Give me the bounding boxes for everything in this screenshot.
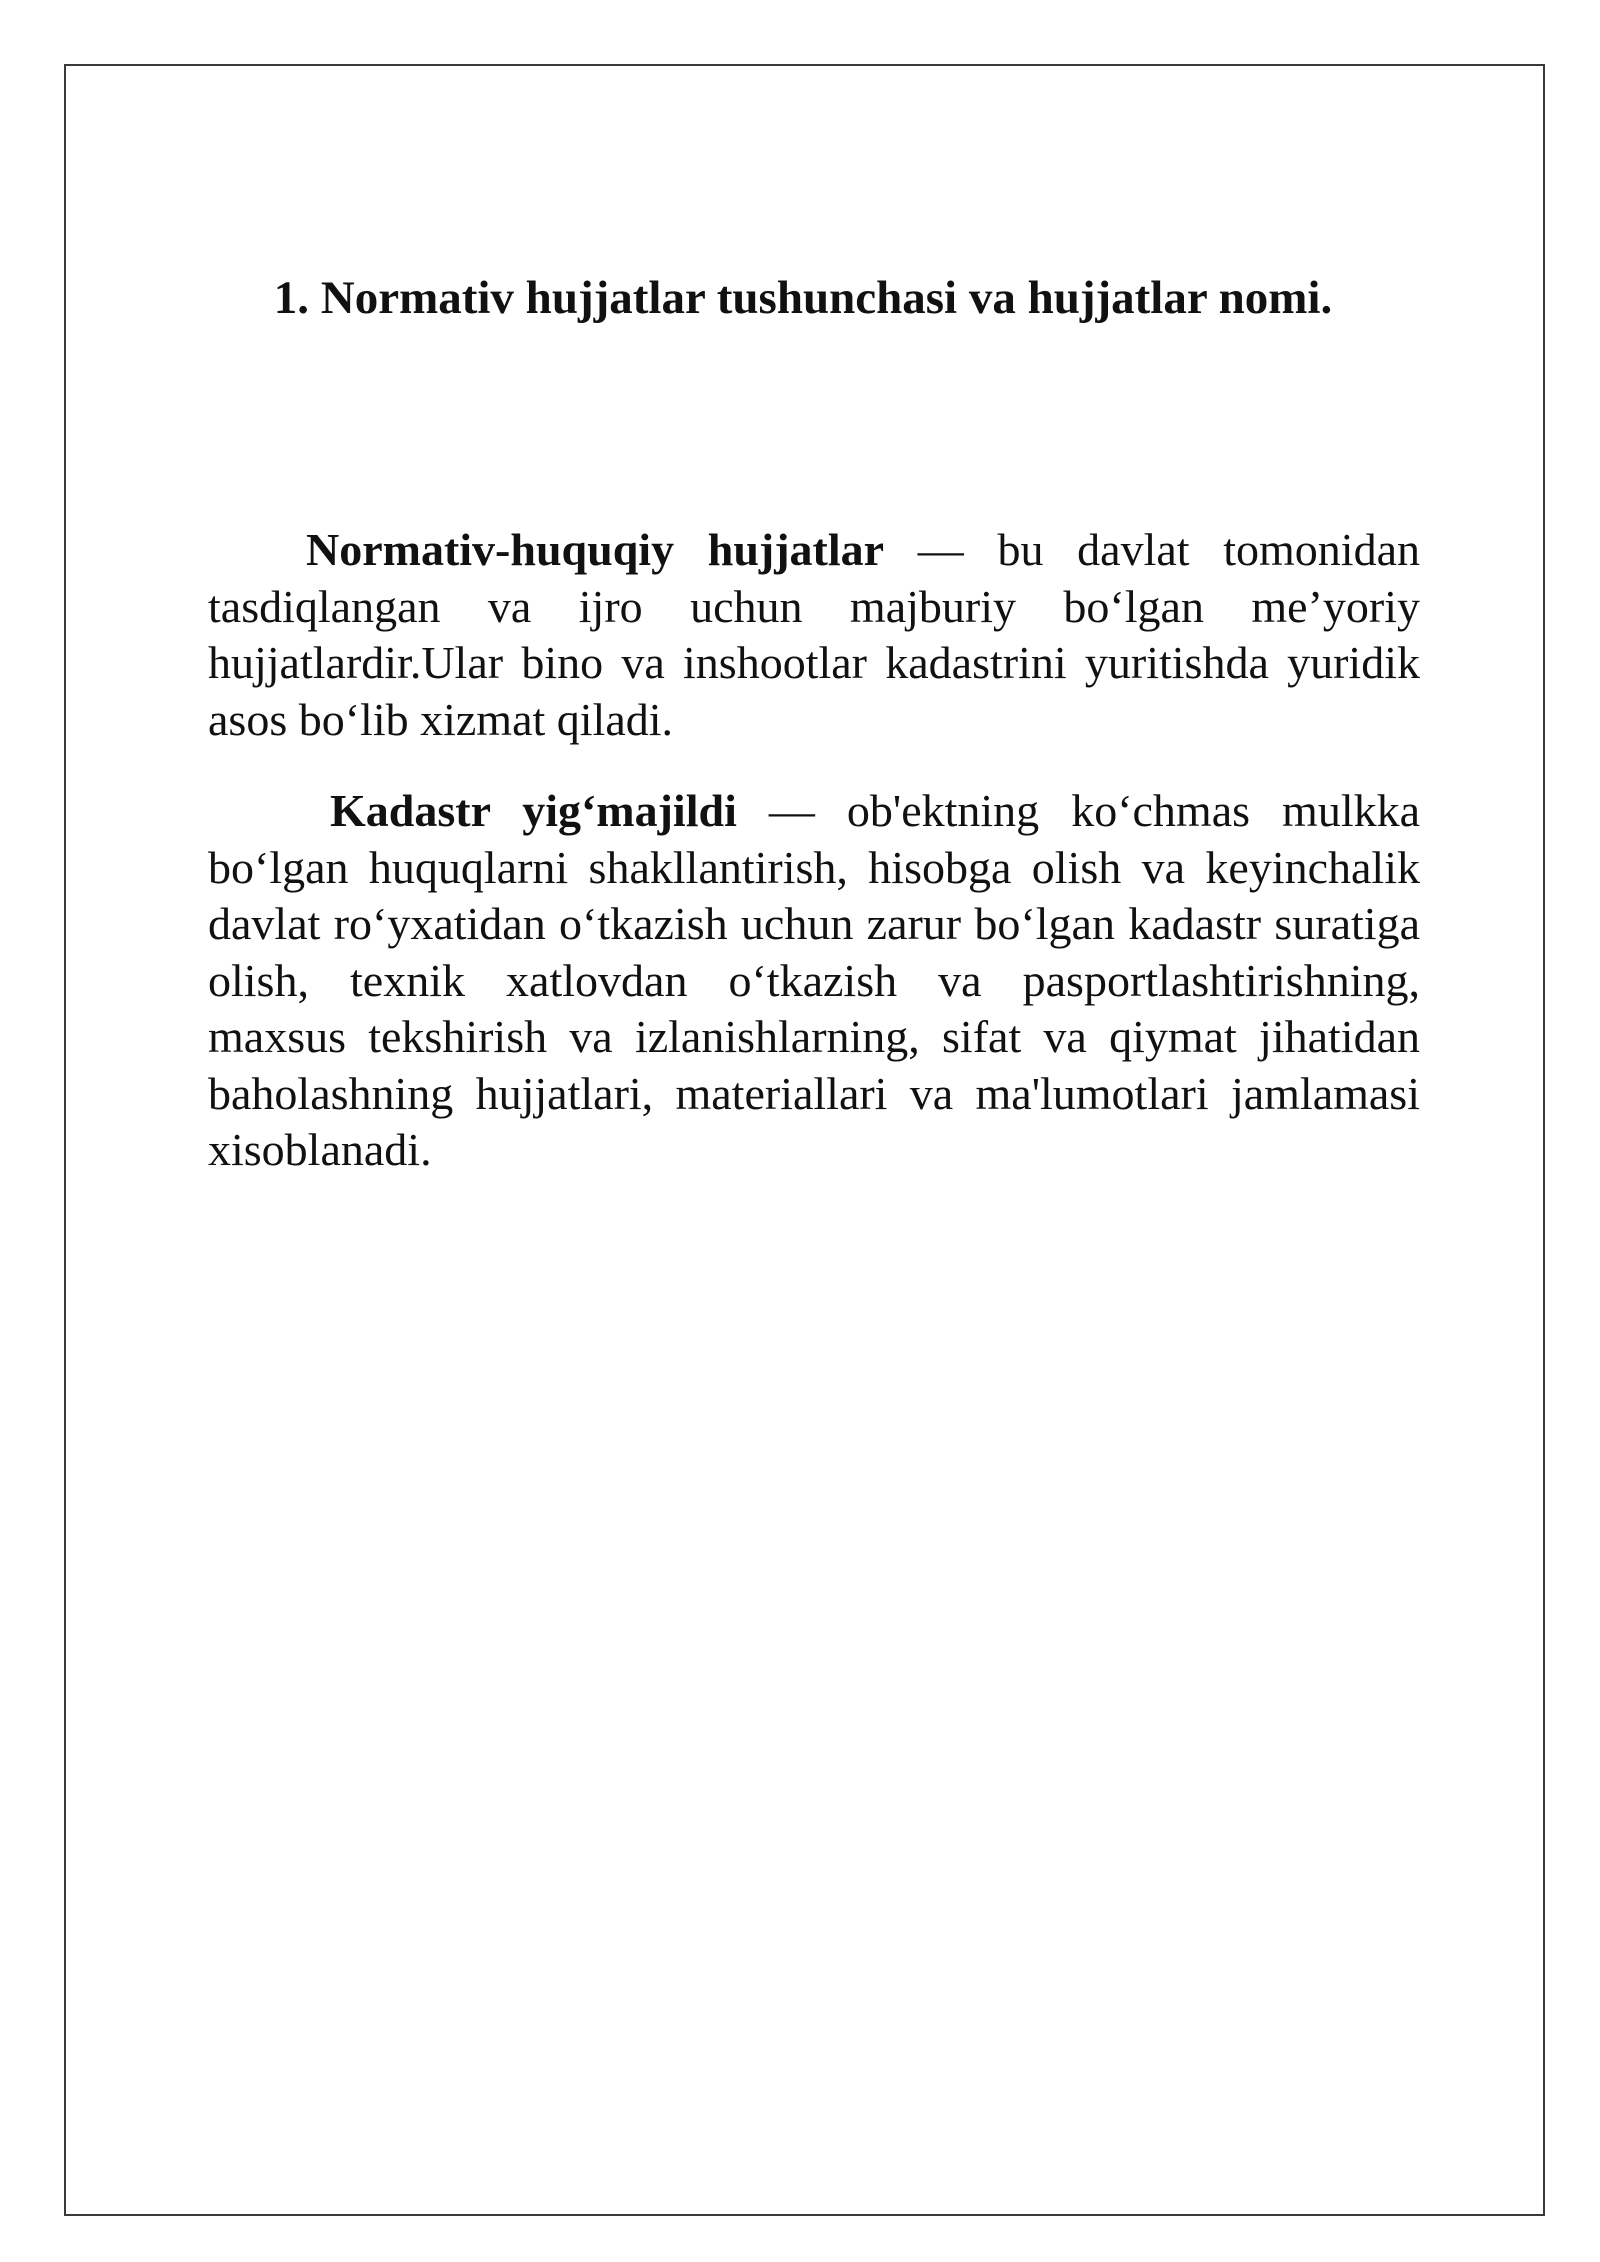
document-body xyxy=(208,522,1420,1179)
term-normative-legal-documents: Normativ-huquqiy hujjatlar xyxy=(306,524,885,575)
definition-normative-legal-documents: bu davlat tomonidan tasdiqlangan va ijro uchun majburiy bo‘lgan me’yoriy hujjatlardir.Ular bino va inshootlar kadastrini yuritishda yuridik asos bo‘lib xizmat qiladi. xyxy=(208,524,1421,745)
term-cadastre-file: Kadastr yig‘majildi xyxy=(330,785,737,836)
definition-cadastre-file: ob'ektning ko‘chmas mulkka bo‘lgan huquqlarni shakllantirish, hisobga olish va keyinchalik davlat ro‘yxatidan o‘tkazish uchun zarur bo‘lgan kadastr suratiga olish, texnik xatlovdan o‘tkazish va pasportlashtirishning, maxsus tekshirish va izlanishlarning, sifat va qiymat jihatidan baholashning hujjatlari, materiallari va ma'lumotlari jamlamasi xisoblanadi. xyxy=(208,785,1421,1175)
paragraph-cadastre-file xyxy=(208,783,1420,1179)
definition-dash: — xyxy=(884,524,998,575)
definition-dash: — xyxy=(736,785,847,836)
document-heading: 1. Normativ hujjatlar tushunchasi va hujjatlar nomi. xyxy=(273,272,1333,324)
paragraph-normative-documents xyxy=(208,522,1420,748)
